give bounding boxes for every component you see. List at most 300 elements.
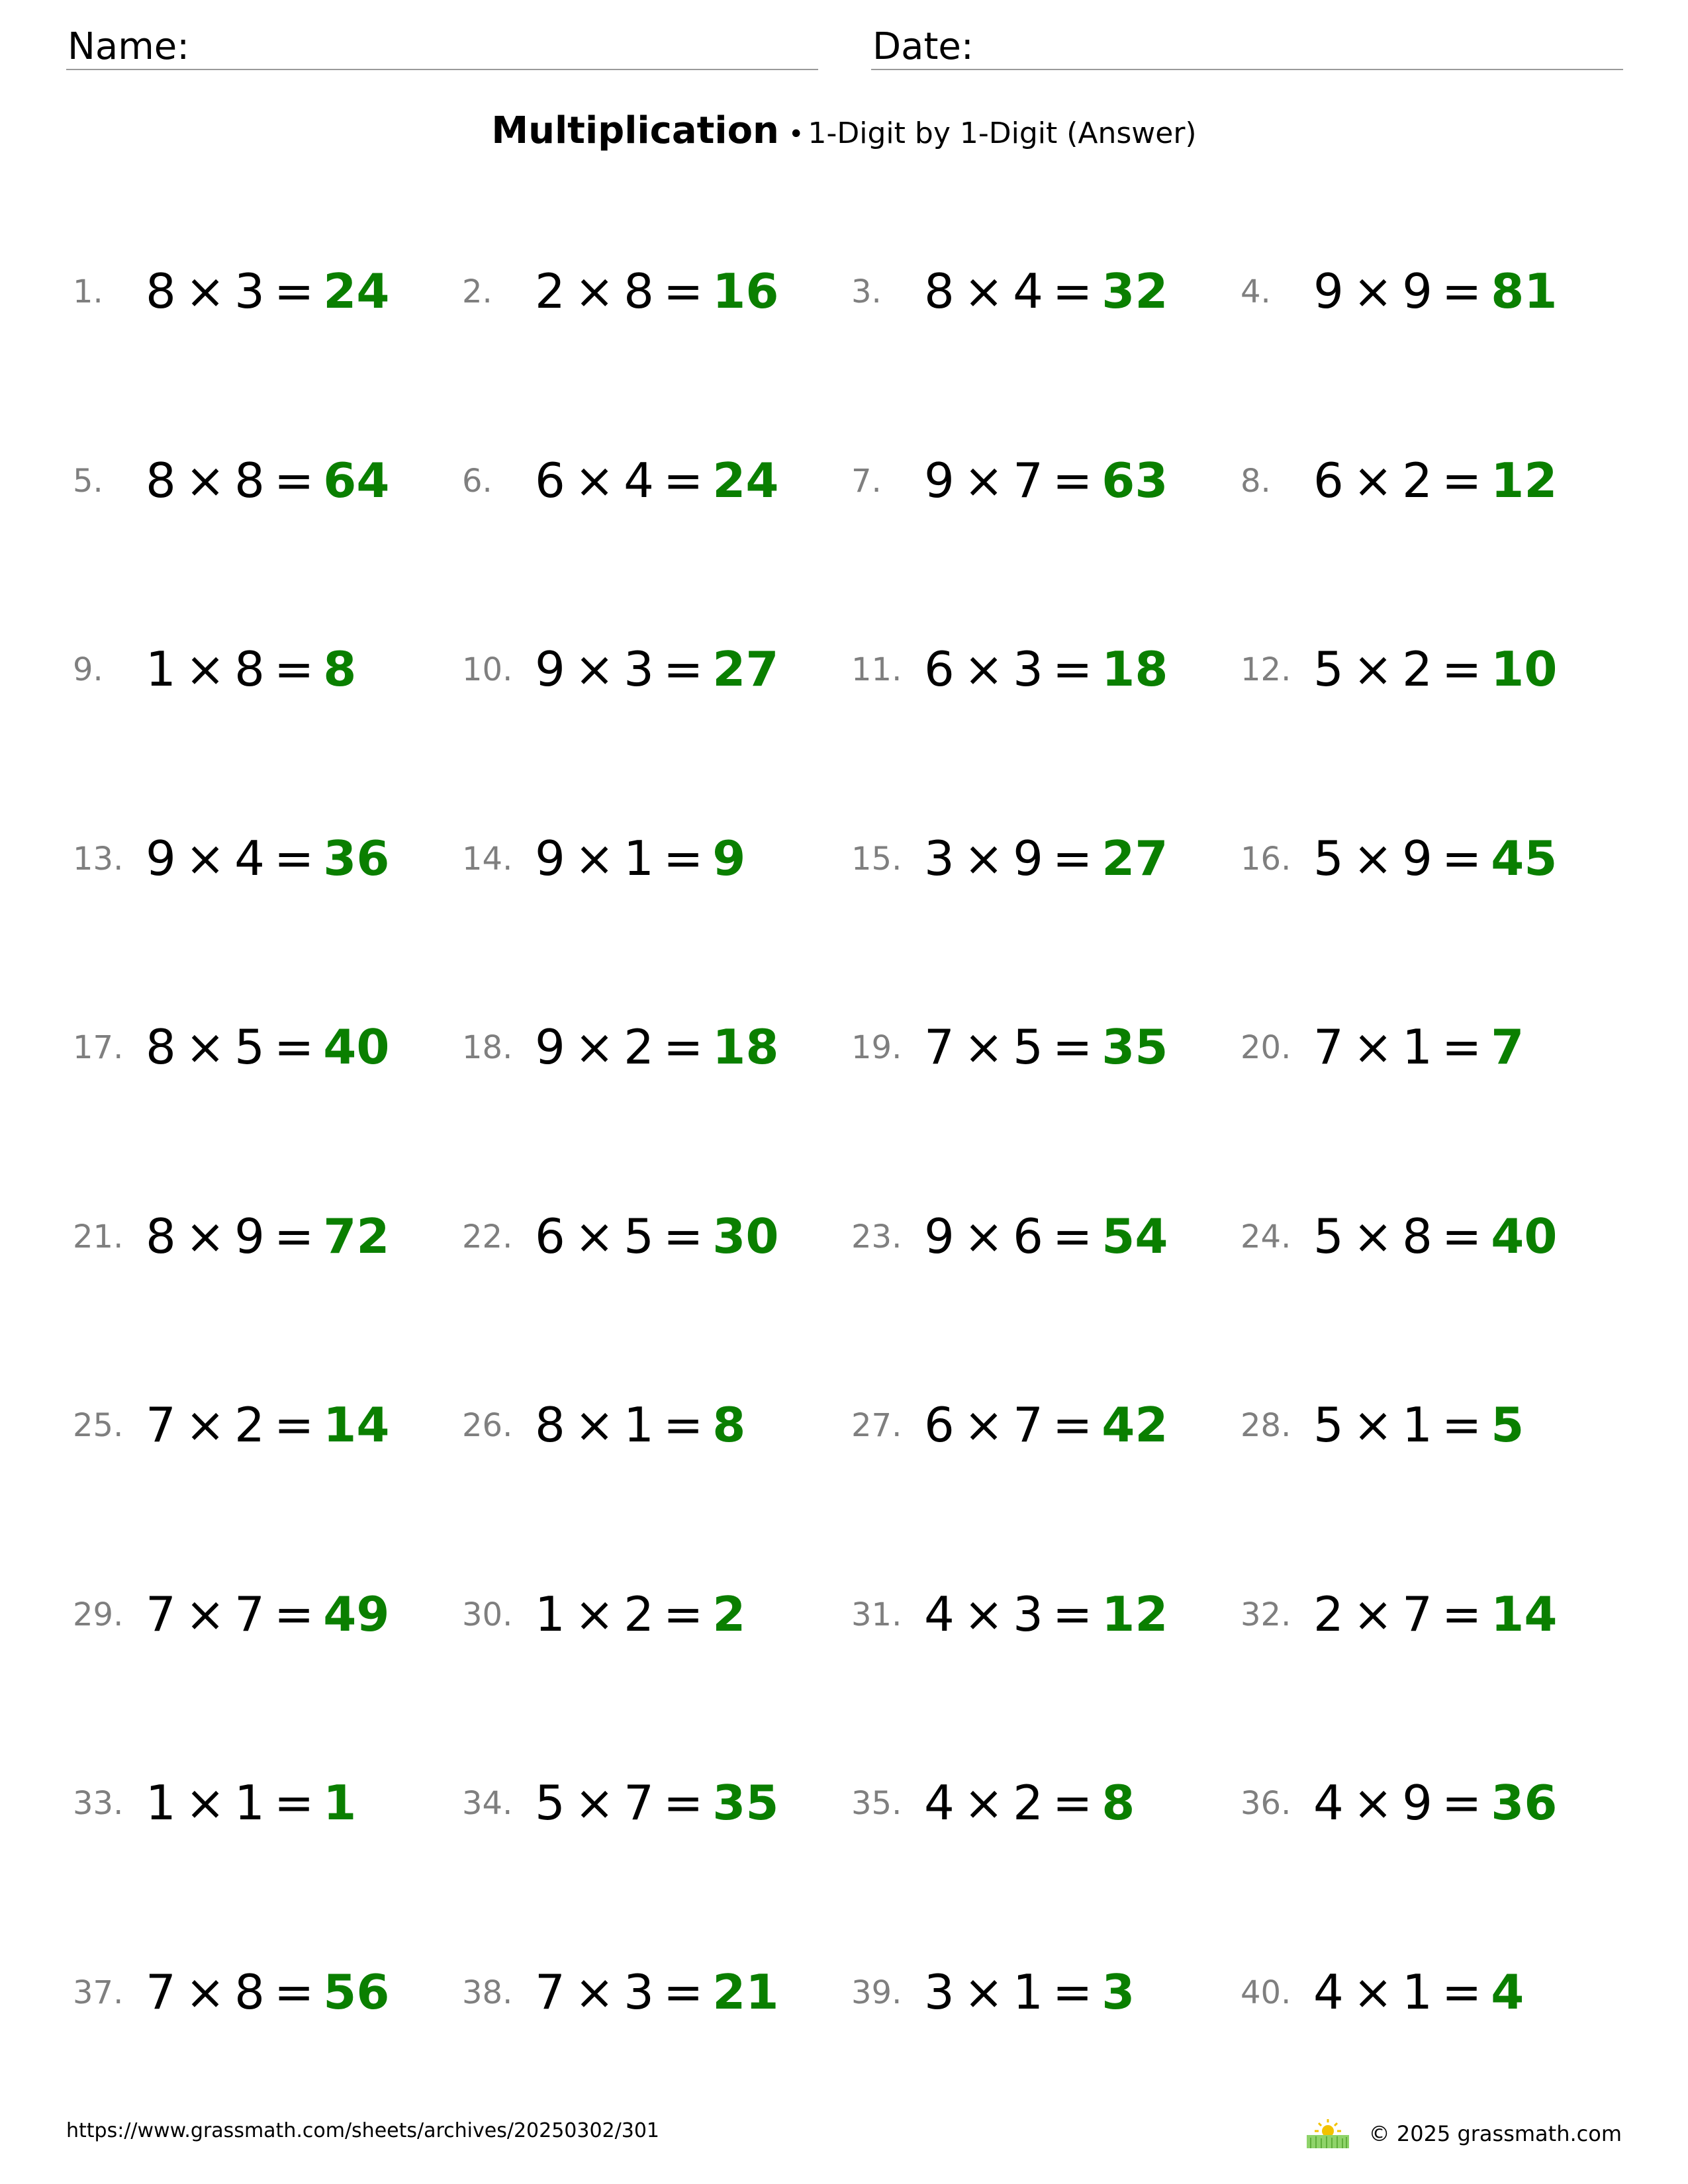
factor-a: 5 — [1313, 641, 1344, 697]
problem-number: 4. — [1241, 273, 1271, 310]
problem-expression — [1313, 829, 1557, 888]
problem-expression — [535, 1584, 745, 1644]
equals-sign: = — [1441, 263, 1482, 319]
times-sign: × — [963, 641, 1004, 697]
factor-a: 9 — [535, 1019, 565, 1075]
problem-number: 1. — [73, 273, 103, 310]
problem-item — [73, 1584, 444, 1651]
problem-item — [851, 639, 1222, 705]
problem-expression — [924, 829, 1168, 888]
title-bullet: • — [788, 119, 804, 150]
equals-sign: = — [1052, 1586, 1093, 1642]
problem-expression — [924, 639, 1168, 699]
problem-item — [73, 1773, 444, 1839]
answer: 81 — [1491, 263, 1558, 319]
factor-b: 1 — [1402, 1019, 1432, 1075]
problem-number: 16. — [1241, 841, 1291, 878]
problem-number: 23. — [851, 1218, 902, 1255]
problem-item — [462, 261, 833, 328]
equals-sign: = — [273, 1397, 314, 1453]
answer: 18 — [712, 1019, 779, 1075]
factor-a: 6 — [1313, 453, 1344, 508]
factor-a: 7 — [146, 1586, 176, 1642]
problem-expression — [146, 1773, 356, 1833]
problem-number: 38. — [462, 1974, 513, 2011]
times-sign: × — [574, 1775, 615, 1831]
factor-a: 4 — [1313, 1964, 1344, 2020]
problem-item — [462, 639, 833, 705]
factor-b: 7 — [1013, 1397, 1043, 1453]
equals-sign: = — [663, 1775, 704, 1831]
problem-item — [462, 1584, 833, 1651]
factor-a: 5 — [1313, 1397, 1344, 1453]
problem-number: 11. — [851, 651, 902, 688]
problem-expression — [1313, 1962, 1524, 2022]
problem-item — [851, 829, 1222, 895]
problem-expression — [146, 1962, 389, 2022]
factor-a: 7 — [146, 1964, 176, 2020]
problem-item — [73, 261, 444, 328]
problem-number: 26. — [462, 1407, 513, 1444]
answer: 8 — [323, 641, 357, 697]
problem-expression — [1313, 639, 1557, 699]
problem-expression — [146, 261, 389, 321]
answer: 21 — [712, 1964, 779, 2020]
factor-b: 4 — [1013, 263, 1043, 319]
factor-b: 8 — [234, 1964, 265, 2020]
equals-sign: = — [1441, 641, 1482, 697]
factor-b: 7 — [1402, 1586, 1432, 1642]
factor-a: 8 — [535, 1397, 565, 1453]
factor-b: 1 — [234, 1775, 265, 1831]
factor-a: 6 — [924, 641, 955, 697]
answer: 10 — [1491, 641, 1558, 697]
times-sign: × — [185, 831, 226, 886]
factor-b: 7 — [234, 1586, 265, 1642]
problem-expression — [146, 639, 356, 699]
problem-number: 27. — [851, 1407, 902, 1444]
equals-sign: = — [1052, 831, 1093, 886]
times-sign: × — [574, 453, 615, 508]
times-sign: × — [963, 1019, 1004, 1075]
problem-item — [1241, 1962, 1611, 2028]
factor-b: 3 — [624, 641, 654, 697]
problem-expression — [535, 451, 778, 510]
answer: 35 — [1102, 1019, 1168, 1075]
problem-item — [1241, 1773, 1611, 1839]
factor-b: 1 — [1013, 1964, 1043, 2020]
factor-b: 3 — [624, 1964, 654, 2020]
factor-b: 4 — [624, 453, 654, 508]
factor-a: 4 — [924, 1775, 955, 1831]
problem-number: 34. — [462, 1785, 513, 1822]
problem-number: 31. — [851, 1596, 902, 1633]
factor-a: 9 — [535, 831, 565, 886]
times-sign: × — [185, 1208, 226, 1264]
title-subtitle: 1-Digit by 1-Digit (Answer) — [808, 116, 1197, 150]
times-sign: × — [1352, 453, 1393, 508]
answer: 14 — [1491, 1586, 1558, 1642]
problem-expression — [535, 1395, 745, 1455]
problem-item — [1241, 261, 1611, 328]
answer: 5 — [1491, 1397, 1524, 1453]
problem-expression — [146, 451, 389, 510]
factor-b: 8 — [624, 263, 654, 319]
problem-item — [1241, 829, 1611, 895]
equals-sign: = — [273, 831, 314, 886]
times-sign: × — [185, 453, 226, 508]
times-sign: × — [1352, 831, 1393, 886]
factor-a: 8 — [146, 1208, 176, 1264]
factor-a: 9 — [146, 831, 176, 886]
problem-expression — [924, 261, 1168, 321]
factor-b: 1 — [1402, 1397, 1432, 1453]
problem-expression — [146, 1017, 389, 1077]
times-sign: × — [574, 641, 615, 697]
problem-number: 19. — [851, 1029, 902, 1066]
answer: 18 — [1102, 641, 1168, 697]
problem-number: 20. — [1241, 1029, 1291, 1066]
answer: 14 — [323, 1397, 390, 1453]
times-sign: × — [963, 263, 1004, 319]
copyright-text: © 2025 grassmath.com — [1368, 2121, 1622, 2146]
equals-sign: = — [1052, 1397, 1093, 1453]
problem-expression — [924, 1206, 1168, 1266]
problem-item — [1241, 1584, 1611, 1651]
times-sign: × — [963, 1586, 1004, 1642]
times-sign: × — [963, 831, 1004, 886]
problem-number: 17. — [73, 1029, 124, 1066]
answer: 32 — [1102, 263, 1168, 319]
times-sign: × — [574, 1964, 615, 2020]
date-label: Date: — [872, 25, 974, 68]
problem-expression — [924, 1773, 1135, 1833]
equals-sign: = — [663, 641, 704, 697]
problem-item — [851, 1584, 1222, 1651]
factor-a: 5 — [1313, 1208, 1344, 1264]
answer: 2 — [712, 1586, 746, 1642]
problem-expression — [924, 451, 1168, 510]
problem-number: 32. — [1241, 1596, 1291, 1633]
factor-a: 6 — [535, 1208, 565, 1264]
problem-expression — [535, 1962, 778, 2022]
equals-sign: = — [663, 1964, 704, 2020]
times-sign: × — [1352, 1775, 1393, 1831]
factor-a: 6 — [924, 1397, 955, 1453]
equals-sign: = — [663, 1019, 704, 1075]
problem-number: 8. — [1241, 463, 1271, 500]
equals-sign: = — [1441, 1775, 1482, 1831]
problem-number: 5. — [73, 463, 103, 500]
problem-number: 14. — [462, 841, 513, 878]
equals-sign: = — [273, 1586, 314, 1642]
factor-a: 4 — [924, 1586, 955, 1642]
factor-b: 9 — [1013, 831, 1043, 886]
factor-b: 1 — [1402, 1964, 1432, 2020]
answer: 64 — [323, 453, 390, 508]
problem-number: 22. — [462, 1218, 513, 1255]
problem-number: 40. — [1241, 1974, 1291, 2011]
problem-item — [1241, 639, 1611, 705]
factor-b: 5 — [234, 1019, 265, 1075]
problem-item — [851, 261, 1222, 328]
factor-b: 6 — [1013, 1208, 1043, 1264]
answer: 12 — [1102, 1586, 1168, 1642]
problem-number: 37. — [73, 1974, 124, 2011]
problem-expression — [146, 1206, 389, 1266]
problem-expression — [1313, 1773, 1557, 1833]
factor-b: 3 — [1013, 1586, 1043, 1642]
equals-sign: = — [663, 453, 704, 508]
problem-number: 30. — [462, 1596, 513, 1633]
factor-a: 8 — [146, 263, 176, 319]
answer: 30 — [712, 1208, 779, 1264]
factor-b: 5 — [624, 1208, 654, 1264]
equals-sign: = — [1441, 831, 1482, 886]
answer: 35 — [712, 1775, 779, 1831]
name-label: Name: — [68, 25, 190, 68]
problem-item — [1241, 451, 1611, 517]
times-sign: × — [963, 1964, 1004, 2020]
factor-b: 3 — [1013, 641, 1043, 697]
equals-sign: = — [1441, 1964, 1482, 2020]
times-sign: × — [185, 1964, 226, 2020]
problem-number: 18. — [462, 1029, 513, 1066]
problem-item — [73, 1206, 444, 1273]
times-sign: × — [963, 1397, 1004, 1453]
problem-item — [462, 1017, 833, 1083]
factor-a: 7 — [535, 1964, 565, 2020]
factor-b: 1 — [624, 1397, 654, 1453]
equals-sign: = — [663, 1397, 704, 1453]
factor-a: 2 — [535, 263, 565, 319]
times-sign: × — [574, 1208, 615, 1264]
equals-sign: = — [1052, 1208, 1093, 1264]
problem-number: 39. — [851, 1974, 902, 2011]
grass-sun-logo-icon — [1305, 2118, 1350, 2150]
equals-sign: = — [273, 1208, 314, 1264]
problem-number: 21. — [73, 1218, 124, 1255]
factor-b: 8 — [1402, 1208, 1432, 1264]
answer: 40 — [323, 1019, 390, 1075]
answer: 36 — [323, 831, 390, 886]
factor-b: 7 — [1013, 453, 1043, 508]
times-sign: × — [185, 263, 226, 319]
factor-b: 2 — [234, 1397, 265, 1453]
problem-item — [851, 1017, 1222, 1083]
problem-item — [73, 829, 444, 895]
problem-expression — [535, 261, 778, 321]
problem-number: 29. — [73, 1596, 124, 1633]
equals-sign: = — [273, 263, 314, 319]
problem-expression — [1313, 1584, 1557, 1644]
times-sign: × — [963, 1208, 1004, 1264]
problem-number: 6. — [462, 463, 492, 500]
equals-sign: = — [663, 1208, 704, 1264]
times-sign: × — [1352, 1964, 1393, 2020]
equals-sign: = — [663, 1586, 704, 1642]
factor-b: 9 — [234, 1208, 265, 1264]
problem-expression — [146, 829, 389, 888]
equals-sign: = — [1441, 1397, 1482, 1453]
factor-a: 1 — [146, 1775, 176, 1831]
problem-number: 3. — [851, 273, 882, 310]
problem-number: 35. — [851, 1785, 902, 1822]
factor-a: 9 — [924, 453, 955, 508]
footer-url[interactable]: https://www.grassmath.com/sheets/archives/20250302/301 — [66, 2119, 660, 2142]
problem-number: 13. — [73, 841, 124, 878]
answer: 3 — [1102, 1964, 1135, 2020]
factor-a: 9 — [1313, 263, 1344, 319]
times-sign: × — [574, 1586, 615, 1642]
times-sign: × — [1352, 1586, 1393, 1642]
equals-sign: = — [1441, 1586, 1482, 1642]
factor-a: 8 — [146, 453, 176, 508]
equals-sign: = — [273, 1775, 314, 1831]
factor-b: 2 — [1402, 641, 1432, 697]
problem-expression — [535, 1206, 778, 1266]
factor-a: 6 — [535, 453, 565, 508]
equals-sign: = — [273, 641, 314, 697]
answer: 16 — [712, 263, 779, 319]
problem-expression — [924, 1962, 1135, 2022]
problem-expression — [535, 829, 745, 888]
factor-a: 1 — [535, 1586, 565, 1642]
problem-item — [851, 1773, 1222, 1839]
factor-a: 1 — [146, 641, 176, 697]
problem-number: 7. — [851, 463, 882, 500]
factor-a: 7 — [1313, 1019, 1344, 1075]
answer: 24 — [712, 453, 779, 508]
footer-copyright — [1305, 2118, 1622, 2150]
times-sign: × — [574, 263, 615, 319]
answer: 56 — [323, 1964, 390, 2020]
times-sign: × — [574, 831, 615, 886]
problem-expression — [924, 1395, 1168, 1455]
answer: 1 — [323, 1775, 357, 1831]
answer: 27 — [1102, 831, 1168, 886]
problem-item — [462, 1962, 833, 2028]
equals-sign: = — [1441, 453, 1482, 508]
times-sign: × — [963, 1775, 1004, 1831]
answer: 4 — [1491, 1964, 1524, 2020]
equals-sign: = — [1052, 641, 1093, 697]
equals-sign: = — [1052, 453, 1093, 508]
problem-item — [462, 1395, 833, 1461]
answer: 27 — [712, 641, 779, 697]
answer: 12 — [1491, 453, 1558, 508]
problem-item — [73, 1395, 444, 1461]
factor-b: 2 — [1013, 1775, 1043, 1831]
problem-item — [851, 1962, 1222, 2028]
factor-a: 5 — [1313, 831, 1344, 886]
times-sign: × — [574, 1019, 615, 1075]
times-sign: × — [185, 1586, 226, 1642]
equals-sign: = — [1441, 1208, 1482, 1264]
times-sign: × — [1352, 1397, 1393, 1453]
problem-item — [462, 451, 833, 517]
problem-item — [1241, 1017, 1611, 1083]
problem-expression — [1313, 451, 1557, 510]
factor-a: 9 — [924, 1208, 955, 1264]
factor-b: 2 — [624, 1019, 654, 1075]
problem-expression — [924, 1017, 1168, 1077]
answer: 8 — [712, 1397, 746, 1453]
answer: 40 — [1491, 1208, 1558, 1264]
times-sign: × — [185, 1397, 226, 1453]
factor-b: 8 — [234, 453, 265, 508]
equals-sign: = — [663, 831, 704, 886]
problem-number: 33. — [73, 1785, 124, 1822]
answer: 36 — [1491, 1775, 1558, 1831]
factor-a: 8 — [924, 263, 955, 319]
factor-b: 7 — [624, 1775, 654, 1831]
times-sign: × — [185, 641, 226, 697]
equals-sign: = — [1052, 1775, 1093, 1831]
factor-b: 4 — [234, 831, 265, 886]
factor-a: 4 — [1313, 1775, 1344, 1831]
factor-b: 9 — [1402, 263, 1432, 319]
times-sign: × — [963, 453, 1004, 508]
problem-item — [73, 1962, 444, 2028]
problem-item — [462, 1206, 833, 1273]
factor-a: 3 — [924, 1964, 955, 2020]
problem-expression — [1313, 1017, 1524, 1077]
times-sign: × — [1352, 1019, 1393, 1075]
answer: 42 — [1102, 1397, 1168, 1453]
factor-a: 9 — [535, 641, 565, 697]
answer: 63 — [1102, 453, 1168, 508]
problem-item — [851, 1206, 1222, 1273]
equals-sign: = — [1052, 263, 1093, 319]
problem-expression — [146, 1395, 389, 1455]
problem-number: 10. — [462, 651, 513, 688]
equals-sign: = — [1052, 1964, 1093, 2020]
answer: 7 — [1491, 1019, 1524, 1075]
times-sign: × — [1352, 641, 1393, 697]
problem-expression — [1313, 1206, 1557, 1266]
problem-item — [73, 451, 444, 517]
times-sign: × — [574, 1397, 615, 1453]
answer: 72 — [323, 1208, 390, 1264]
factor-a: 8 — [146, 1019, 176, 1075]
factor-b: 2 — [1402, 453, 1432, 508]
problem-expression — [1313, 261, 1557, 321]
problem-item — [1241, 1395, 1611, 1461]
times-sign: × — [185, 1019, 226, 1075]
answer: 45 — [1491, 831, 1558, 886]
factor-b: 1 — [624, 831, 654, 886]
factor-a: 3 — [924, 831, 955, 886]
problem-item — [73, 1017, 444, 1083]
problem-item — [462, 1773, 833, 1839]
problem-expression — [924, 1584, 1168, 1644]
problem-item — [462, 829, 833, 895]
factor-a: 2 — [1313, 1586, 1344, 1642]
problem-number: 12. — [1241, 651, 1291, 688]
answer: 54 — [1102, 1208, 1168, 1264]
factor-a: 5 — [535, 1775, 565, 1831]
answer: 24 — [323, 263, 390, 319]
equals-sign: = — [663, 263, 704, 319]
times-sign: × — [1352, 1208, 1393, 1264]
factor-b: 3 — [234, 263, 265, 319]
problem-number: 9. — [73, 651, 103, 688]
problem-number: 15. — [851, 841, 902, 878]
problem-item — [73, 639, 444, 705]
problem-number: 28. — [1241, 1407, 1291, 1444]
problem-number: 2. — [462, 273, 492, 310]
